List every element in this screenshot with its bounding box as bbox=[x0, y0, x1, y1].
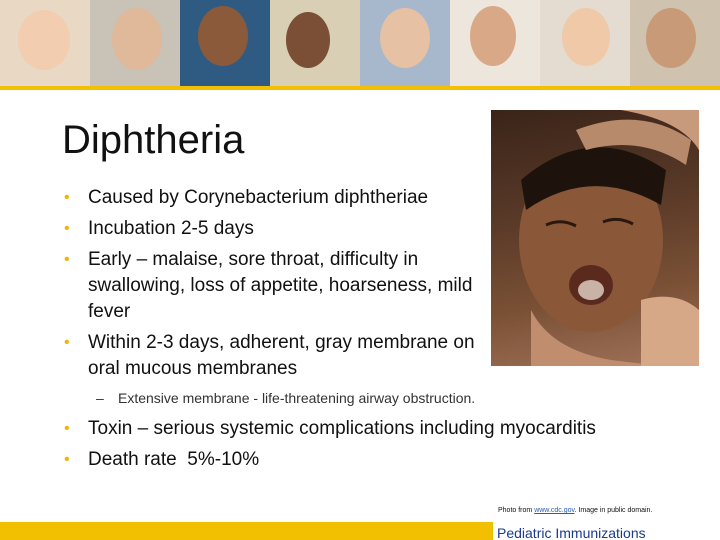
sub-bullet-item bbox=[62, 388, 692, 408]
photo-credit bbox=[498, 507, 652, 514]
banner-photo-elderly-man bbox=[90, 0, 180, 86]
photo-banner bbox=[0, 0, 720, 86]
photo-credit-prefix: Photo from bbox=[498, 507, 535, 514]
bullet-text: Death rate 5%-10% bbox=[88, 449, 260, 470]
bullet-marker: • bbox=[64, 334, 70, 351]
banner-photo-woman bbox=[450, 0, 540, 86]
banner-photo-baby bbox=[0, 0, 90, 86]
bullet-text: Incubation 2-5 days bbox=[88, 218, 254, 239]
bullet-text: Within 2-3 days, adherent, gray membrane on oral mucous membranes bbox=[88, 332, 475, 379]
bullet-list bbox=[62, 185, 692, 478]
sub-bullet-text: Extensive membrane - life-threatening airway obstruction. bbox=[118, 390, 476, 406]
banner-photo-child bbox=[270, 0, 360, 86]
banner-photo-boy bbox=[180, 0, 270, 86]
bullet-marker: • bbox=[64, 451, 70, 468]
banner-photo-elderly-woman bbox=[360, 0, 450, 86]
bullet-text: Caused by Corynebacterium diphtheriae bbox=[88, 187, 429, 208]
bullet-item bbox=[62, 447, 692, 473]
bullet-item bbox=[62, 185, 692, 211]
bullet-marker: • bbox=[64, 420, 70, 437]
bullet-item bbox=[62, 216, 692, 242]
bullet-marker: • bbox=[64, 189, 70, 206]
bullet-text: Toxin – serious systemic complications including myocarditis bbox=[88, 418, 596, 439]
bullet-text: Early – malaise, sore throat, difficulty in swallowing, loss of appetite, hoarseness, mild fever bbox=[88, 249, 473, 322]
banner-photo-teen bbox=[630, 0, 720, 86]
bullet-item bbox=[62, 330, 692, 382]
bullet-item bbox=[62, 416, 692, 442]
footer-label bbox=[492, 522, 720, 540]
photo-credit-suffix: . Image in public domain. bbox=[574, 507, 653, 514]
footer-label-text: Pediatric Immunizations bbox=[497, 525, 646, 540]
slide-title: Diphtheria bbox=[62, 118, 245, 162]
bullet-item bbox=[62, 247, 692, 325]
banner-photo-girl bbox=[540, 0, 630, 86]
sub-bullet-marker: – bbox=[96, 390, 104, 406]
bullet-marker: • bbox=[64, 251, 70, 268]
photo-credit-link[interactable]: www.cdc.gov bbox=[534, 507, 575, 514]
bullet-marker: • bbox=[64, 220, 70, 237]
banner-divider bbox=[0, 86, 720, 90]
